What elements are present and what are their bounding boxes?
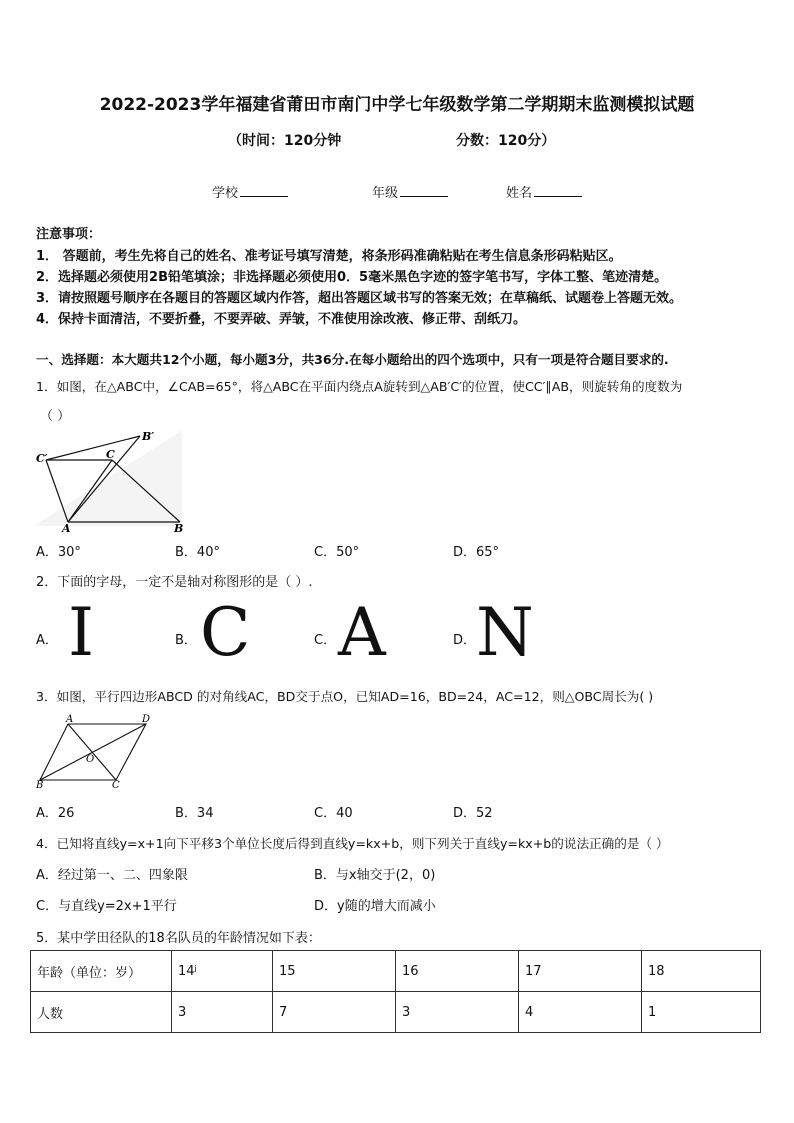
label-b: B [36,780,44,790]
q2-letter-i: I [68,594,95,671]
q2-option-b[interactable]: B． [175,633,197,648]
q5-age-table [30,950,761,1033]
name-blank[interactable] [534,184,582,197]
q2-stem: 2．下面的字母，一定不是轴对称图形的是（ ）. [36,575,313,590]
name-field[interactable] [506,182,582,201]
section-heading: 一、选择题：本大题共12个小题，每小题3分，共36分.在每小题给出的四个选项中，只有一项是符合题目要求的. [36,352,669,367]
q2-letter-n: N [476,594,534,671]
q2-letter-c: C [200,594,251,671]
label-c: C [112,780,120,790]
q4-option-a[interactable]: A．经过第一、二、四象限 [36,868,188,883]
grade-blank[interactable] [400,184,448,197]
table-cell: 17 [519,951,642,992]
table-row [31,951,761,992]
notice-item: 2．选择题必须使用2B铅笔填涂；非选择题必须使用0．5毫米黑色字迹的签字笔书写，字体工整、笔迹清楚。 [36,270,668,285]
table-cell: 16 [396,951,519,992]
notice-heading: 注意事项： [36,227,102,242]
q1-figure [30,426,190,536]
q5-stem: 5．某中学田径队的18名队员的年龄情况如下表： [36,931,321,946]
q1-option-a[interactable]: A．30° [36,545,81,560]
grade-field[interactable] [372,182,448,201]
exam-time: （时间：120分钟 [228,133,342,149]
notice-item: 4．保持卡面清洁，不要折叠，不要弄破、弄皱，不准使用涂改液、修正带、刮纸刀。 [36,312,527,327]
q3-figure [34,712,164,790]
label-a: A [62,522,71,535]
q3-option-c[interactable]: C．40 [314,806,353,821]
table-cell: 1 [642,992,761,1033]
label-b: B [174,522,184,535]
grade-label: 年级 [372,186,399,201]
q2-option-d[interactable]: D． [453,633,477,648]
q4-option-b[interactable]: B．与x轴交于(2，0) [314,868,436,883]
school-blank[interactable] [240,184,288,197]
table-cell: 3 [172,992,273,1033]
q1-option-b[interactable]: B．40° [175,545,220,560]
table-header-cell: 人数 [31,992,172,1033]
label-d: D [142,714,151,725]
q3-option-a[interactable]: A．26 [36,806,75,821]
table-cell: 14ʲ [172,951,273,992]
q3-option-b[interactable]: B．34 [175,806,214,821]
table-row [31,992,761,1033]
name-label: 姓名 [506,186,533,201]
school-field[interactable] [212,182,288,201]
table-cell: 18 [642,951,761,992]
table-header-cell: 年龄（单位：岁） [31,951,172,992]
q4-option-d[interactable]: D．y随的增大而减小 [314,899,436,914]
label-c: C [106,448,115,461]
q4-stem: 4．已知将直线y=x+1向下平移3个单位长度后得到直线y=kx+b，则下列关于直线y=kx+b的说法正确的是（ ） [36,836,669,851]
table-cell: 4 [519,992,642,1033]
q2-option-a[interactable]: A． [36,633,58,648]
school-label: 学校 [212,186,239,201]
exam-score: 分数：120分） [456,133,556,149]
q2-option-c[interactable]: C． [314,633,337,648]
label-a: A [66,714,74,725]
label-c-prime: C′ [36,452,48,465]
q4-option-c[interactable]: C．与直线y=2x+1平行 [36,899,177,914]
q1-paren: （ ） [40,409,71,424]
q3-stem: 3．如图，平行四边形ABCD 的对角线AC，BD交于点O，已知AD=16，BD=24，AC=12，则△OBC周长为( ) [36,689,654,704]
notice-item: 3．请按照题号顺序在各题目的答题区域内作答，超出答题区域书写的答案无效；在草稿纸、试题卷上答题无效。 [36,291,683,306]
notice-item: 1． 答题前，考生先将自己的姓名、准考证号填写清楚，将条形码准确粘贴在考生信息条形码粘贴区。 [36,249,622,264]
q1-stem: 1．如图，在△ABC中，∠CAB=65°，将△ABC在平面内绕点A旋转到△AB′C′的位置，使CC′∥AB，则旋转角的度数为 [36,379,683,394]
q1-option-c[interactable]: C．50° [314,545,360,560]
label-b-prime: B′ [142,430,155,443]
q3-option-d[interactable]: D．52 [453,806,493,821]
page-title: 2022-2023学年福建省莆田市南门中学七年级数学第二学期期末监测模拟试题 [99,95,695,115]
table-cell: 7 [273,992,396,1033]
q2-letter-a: A [338,594,386,671]
q1-option-d[interactable]: D．65° [453,545,500,560]
label-o: O [86,754,95,765]
table-cell: 3 [396,992,519,1033]
table-cell: 15 [273,951,396,992]
